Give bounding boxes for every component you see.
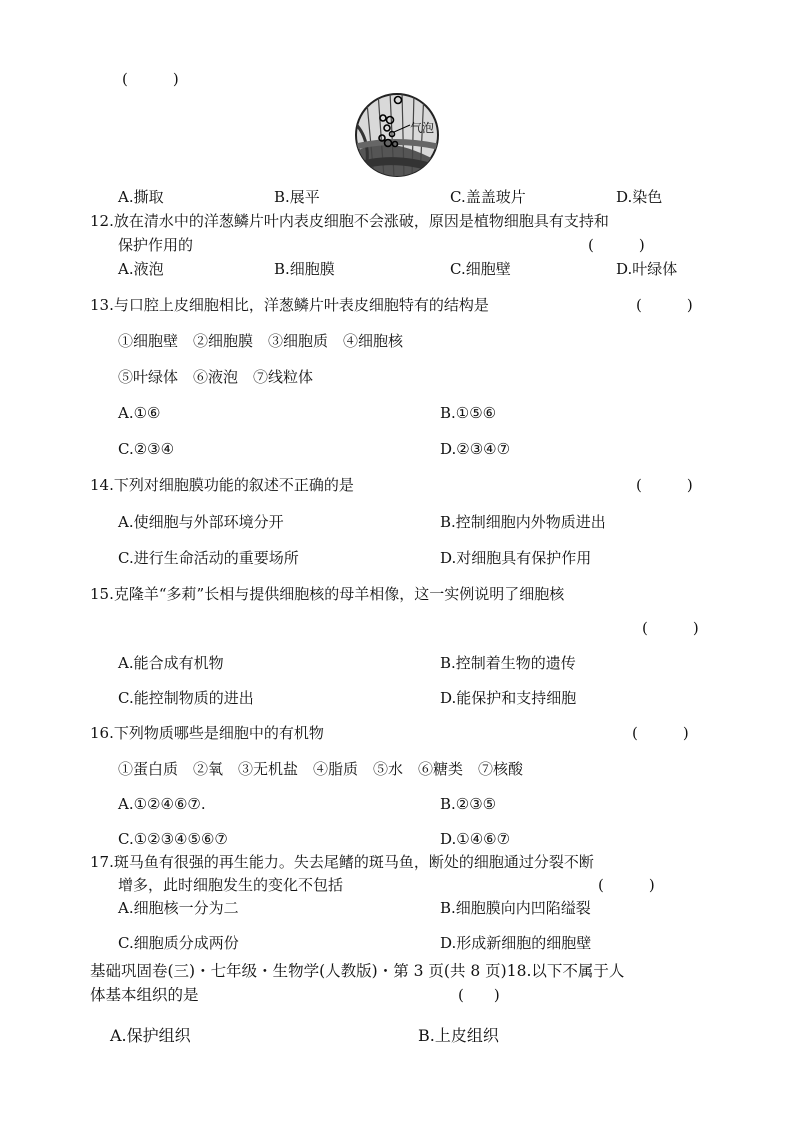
q14-stem: 14.下列对细胞膜功能的叙述不正确的是 xyxy=(90,476,354,494)
footer-q18-line1: 基础巩固卷(三)・七年级・生物学(人教版)・第 3 页(共 8 页)18.以下不属于人 xyxy=(90,962,625,980)
q15-option-c[interactable]: C.能控制物质的进出 xyxy=(118,689,254,707)
q12-stem-line1: 12.放在清水中的洋葱鳞片叶内表皮细胞不会涨破，原因是植物细胞具有支持和 xyxy=(90,212,609,230)
q13-option-c[interactable]: C.②③④ xyxy=(118,440,175,458)
q16-stem: 16.下列物质哪些是细胞中的有机物 xyxy=(90,724,324,742)
q13-option-a[interactable]: A.①⑥ xyxy=(118,404,161,422)
microscope-view-figure xyxy=(354,92,440,178)
q18-option-b[interactable]: B.上皮组织 xyxy=(418,1026,499,1045)
q16-answer-paren[interactable]: ( ) xyxy=(632,724,689,742)
q17-stem-line2: 增多，此时细胞发生的变化不包括 xyxy=(118,876,344,894)
q18-answer-paren[interactable]: ( ) xyxy=(458,986,500,1004)
q13-stem: 13.与口腔上皮细胞相比，洋葱鳞片叶表皮细胞特有的结构是 xyxy=(90,296,489,314)
q12-option-a[interactable]: A.液泡 xyxy=(118,260,164,278)
q13-option-d[interactable]: D.②③④⑦ xyxy=(440,440,511,458)
q15-answer-paren[interactable]: ( ) xyxy=(642,619,699,637)
q11-option-d[interactable]: D.染色 xyxy=(616,188,663,206)
q12-option-c[interactable]: C.细胞壁 xyxy=(450,260,511,278)
q14-option-c[interactable]: C.进行生命活动的重要场所 xyxy=(118,549,299,567)
q17-option-b[interactable]: B.细胞膜向内凹陷缢裂 xyxy=(440,899,591,917)
q11-option-b[interactable]: B.展平 xyxy=(274,188,320,206)
q14-answer-paren[interactable]: ( ) xyxy=(636,476,693,494)
q12-answer-paren[interactable]: ( ) xyxy=(588,236,645,254)
q16-items: ①蛋白质 ②氧 ③无机盐 ④脂质 ⑤水 ⑥糖类 ⑦核酸 xyxy=(118,760,524,778)
q17-option-a[interactable]: A.细胞核一分为二 xyxy=(118,899,239,917)
q15-option-a[interactable]: A.能合成有机物 xyxy=(118,654,224,672)
q18-stem-line2: 体基本组织的是 xyxy=(90,986,199,1004)
q13-items-line2: ⑤叶绿体 ⑥液泡 ⑦线粒体 xyxy=(118,368,314,386)
q11-option-c[interactable]: C.盖盖玻片 xyxy=(450,188,526,206)
q18-option-a[interactable]: A.保护组织 xyxy=(110,1026,191,1045)
q16-option-c[interactable]: C.①②③④⑤⑥⑦ xyxy=(118,830,228,848)
figure-label-bubble: 气泡 xyxy=(410,121,435,135)
q13-option-b[interactable]: B.①⑤⑥ xyxy=(440,404,497,422)
q15-option-b[interactable]: B.控制着生物的遗传 xyxy=(440,654,576,672)
q13-answer-paren[interactable]: ( ) xyxy=(636,296,693,314)
q16-option-d[interactable]: D.①④⑥⑦ xyxy=(440,830,511,848)
q11-answer-paren[interactable]: ( ) xyxy=(122,70,179,88)
q12-option-d[interactable]: D.叶绿体 xyxy=(616,260,678,278)
q17-stem-line1: 17.斑马鱼有很强的再生能力。失去尾鳍的斑马鱼，断处的细胞通过分裂不断 xyxy=(90,853,594,871)
q13-items-line1: ①细胞壁 ②细胞膜 ③细胞质 ④细胞核 xyxy=(118,332,404,350)
q12-option-b[interactable]: B.细胞膜 xyxy=(274,260,335,278)
q15-option-d[interactable]: D.能保护和支持细胞 xyxy=(440,689,577,707)
q17-option-d[interactable]: D.形成新细胞的细胞壁 xyxy=(440,934,592,952)
q15-stem: 15.克隆羊“多莉”长相与提供细胞核的母羊相像，这一实例说明了细胞核 xyxy=(90,585,565,603)
q12-stem-line2: 保护作用的 xyxy=(118,236,194,254)
q17-option-c[interactable]: C.细胞质分成两份 xyxy=(118,934,239,952)
q16-option-a[interactable]: A.①②④⑥⑦. xyxy=(118,795,206,813)
q16-option-b[interactable]: B.②③⑤ xyxy=(440,795,497,813)
q11-option-a[interactable]: A.撕取 xyxy=(118,188,164,206)
q17-answer-paren[interactable]: ( ) xyxy=(598,876,655,894)
q14-option-d[interactable]: D.对细胞具有保护作用 xyxy=(440,549,592,567)
q14-option-b[interactable]: B.控制细胞内外物质进出 xyxy=(440,513,606,531)
q14-option-a[interactable]: A.使细胞与外部环境分开 xyxy=(118,513,284,531)
